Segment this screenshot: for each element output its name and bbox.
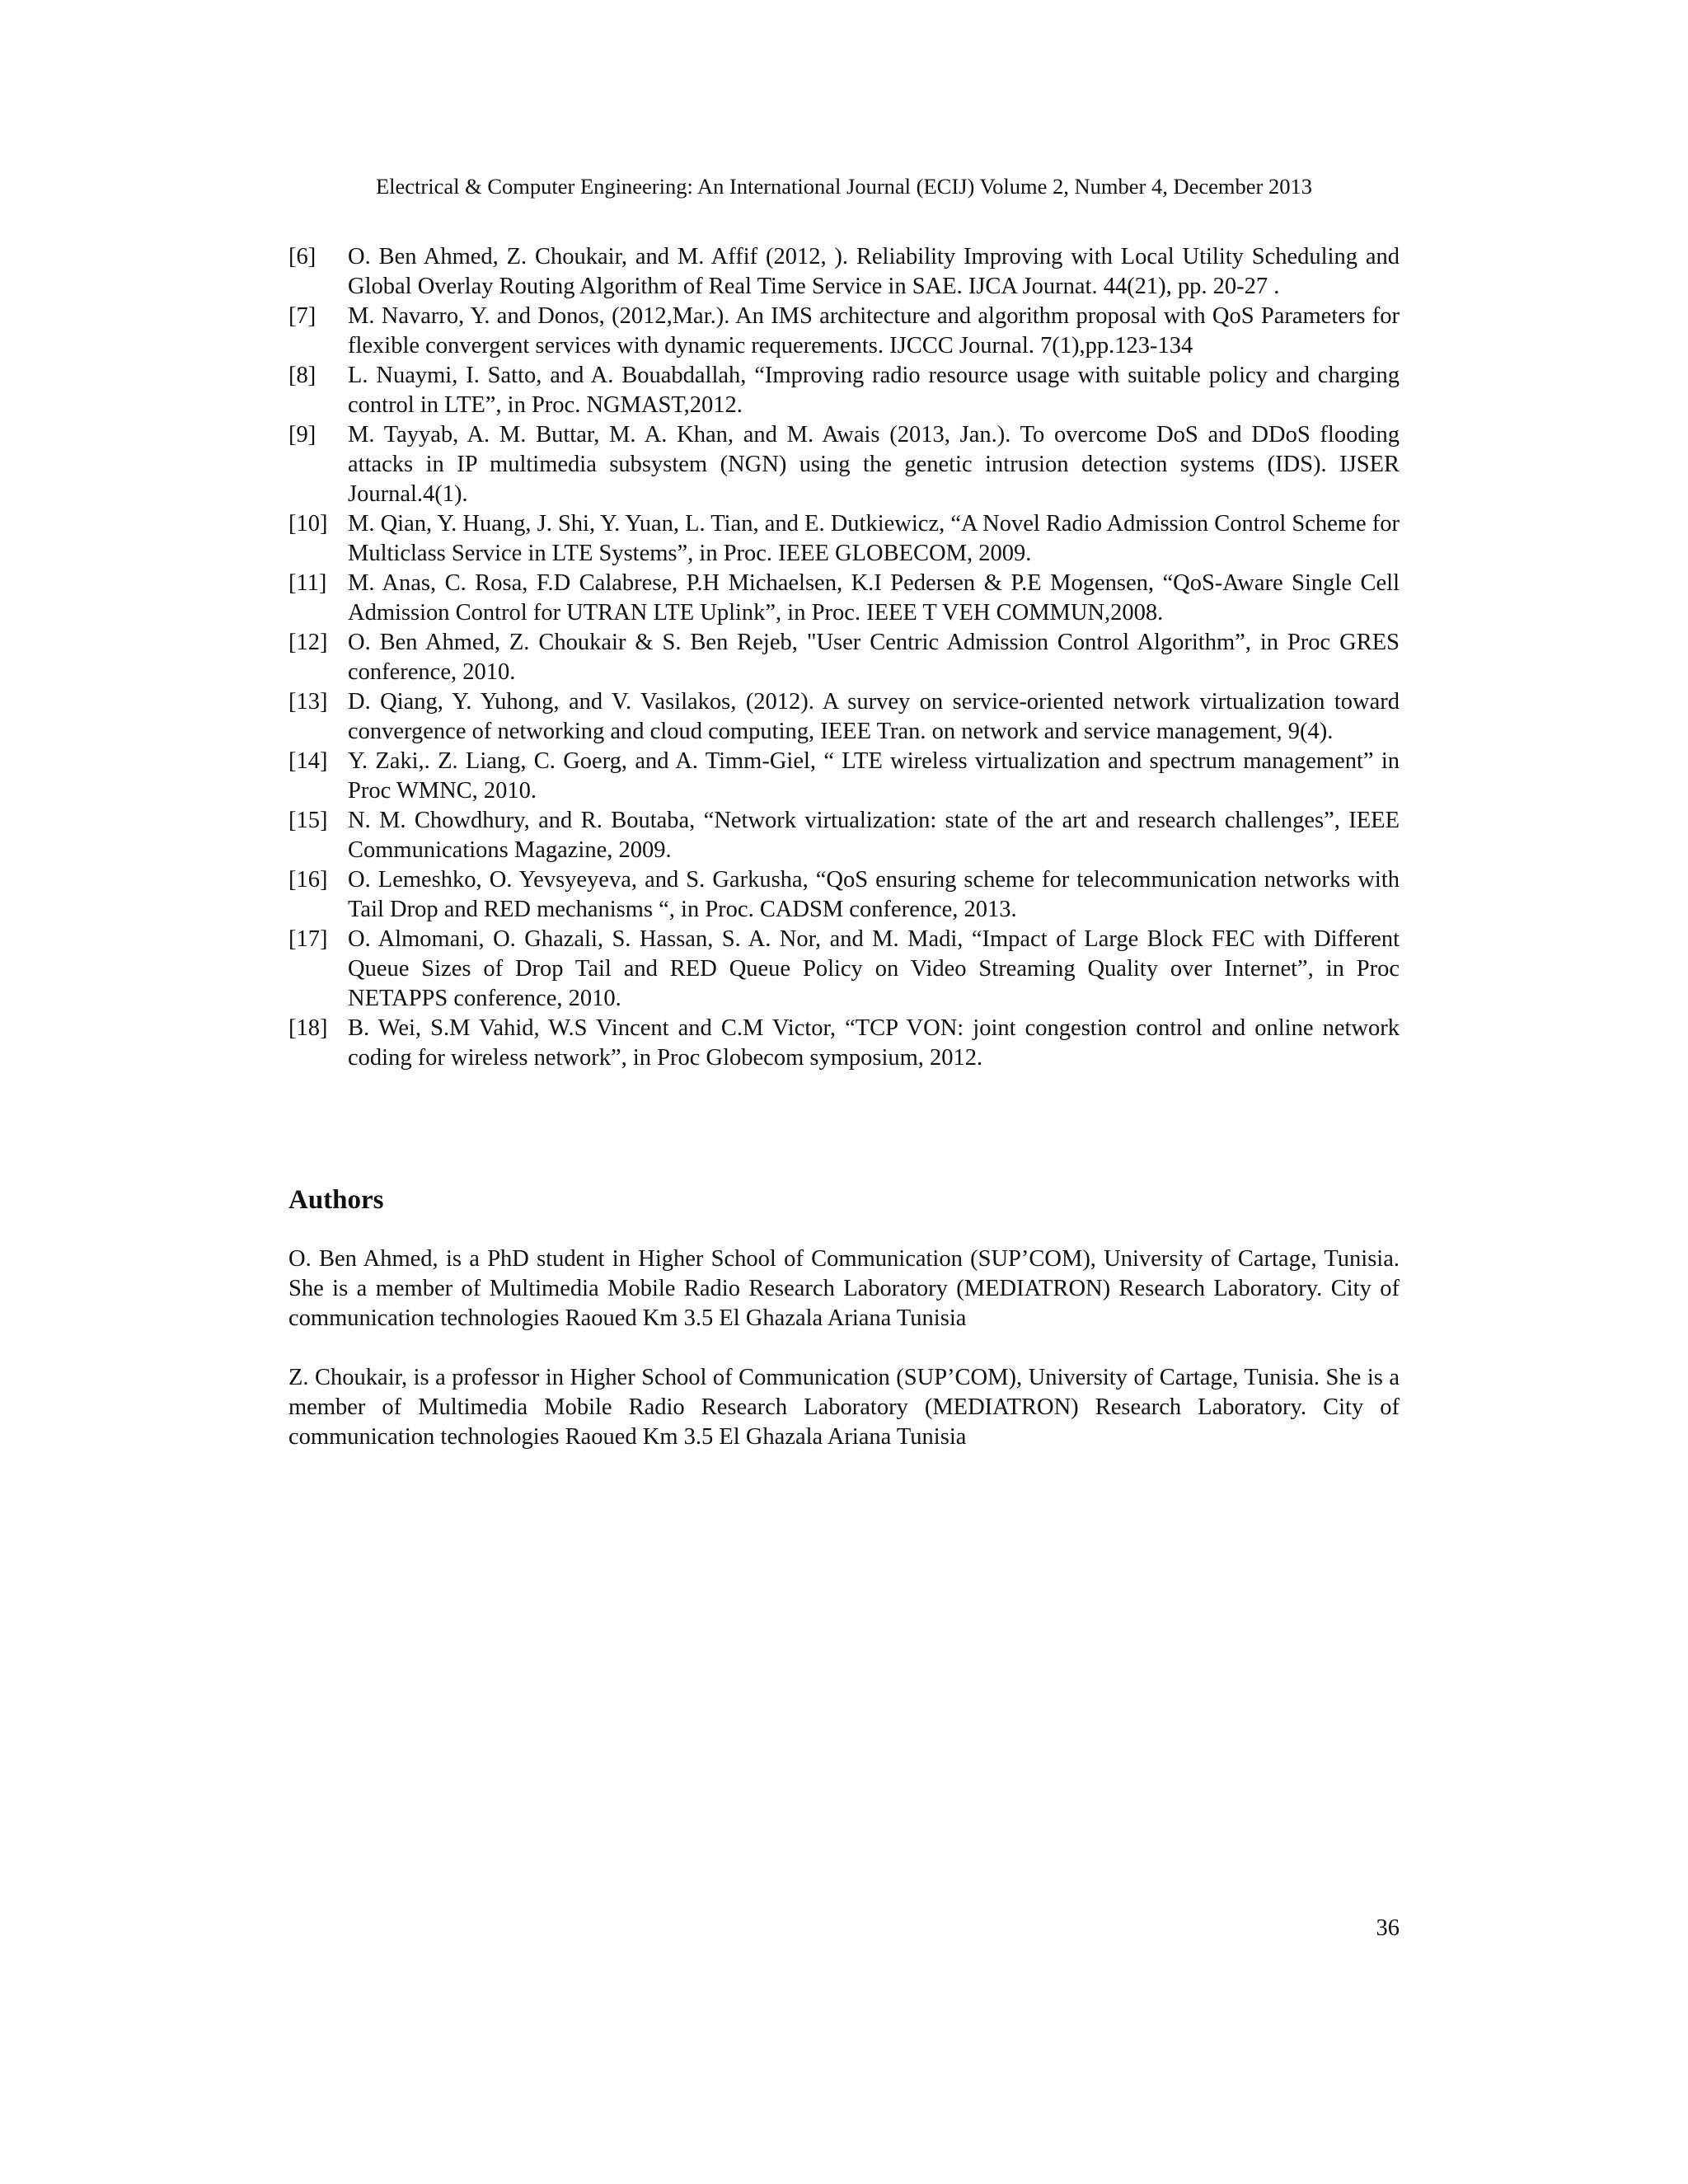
reference-list <box>288 242 1400 1073</box>
reference-text: Y. Zaki,. Z. Liang, C. Goerg, and A. Timm-Giel, “ LTE wireless virtualization and spectrum management” in Proc WMNC, 2010. <box>348 748 1400 804</box>
reference-item <box>288 806 1400 865</box>
reference-number: [9] <box>288 422 316 448</box>
reference-item <box>288 747 1400 806</box>
reference-text: O. Ben Ahmed, Z. Choukair, and M. Affif (2012, ). Reliability Improving with Local Utility Scheduling and Global Overlay Routing Algorithm of Real Time Service in SAE. IJCA Journat. 44(21), pp. 20-27 . <box>348 244 1400 299</box>
reference-text: M. Navarro, Y. and Donos, (2012,Mar.). An IMS architecture and algorithm proposal with QoS Parameters for flexible convergent services with dynamic requerements. IJCCC Journal. 7(1),pp.123-134 <box>348 303 1400 359</box>
reference-item <box>288 628 1400 687</box>
reference-text: L. Nuaymi, I. Satto, and A. Bouabdallah, “Improving radio resource usage with suitable policy and charging control in LTE”, in Proc. NGMAST,2012. <box>348 363 1400 418</box>
author-bio: Z. Choukair, is a professor in Higher School of Communication (SUP’COM), University of Cartage, Tunisia. She is a member of Multimedia Mobile Radio Research Laboratory (MEDIATRON) Research Laboratory. City of communication technologies Raoued Km 3.5 El Ghazala Ariana Tunisia <box>288 1365 1400 1450</box>
reference-number: [15] <box>288 808 328 833</box>
reference-number: [16] <box>288 867 328 893</box>
page-number: 36 <box>1376 1915 1400 1941</box>
reference-text: O. Ben Ahmed, Z. Choukair & S. Ben Rejeb, "User Centric Admission Control Algorithm”, in Proc GRES conference, 2010. <box>348 630 1400 685</box>
reference-item <box>288 569 1400 628</box>
reference-number: [6] <box>288 244 316 269</box>
reference-item <box>288 509 1400 569</box>
reference-item <box>288 1014 1400 1073</box>
reference-number: [14] <box>288 748 328 774</box>
reference-text: O. Lemeshko, O. Yevsyeyeva, and S. Garkusha, “QoS ensuring scheme for telecommunication networks with Tail Drop and RED mechanisms “, in Proc. CADSM conference, 2013. <box>348 867 1400 922</box>
reference-item <box>288 687 1400 747</box>
reference-item <box>288 420 1400 509</box>
reference-text: D. Qiang, Y. Yuhong, and V. Vasilakos, (2012). A survey on service-oriented network virtualization toward convergence of networking and cloud computing, IEEE Tran. on network and service management, 9(4). <box>348 689 1400 744</box>
reference-number: [13] <box>288 689 328 715</box>
reference-text: B. Wei, S.M Vahid, W.S Vincent and C.M Victor, “TCP VON: joint congestion control and online network coding for wireless network”, in Proc Globecom symposium, 2012. <box>348 1015 1400 1071</box>
reference-number: [11] <box>288 570 327 596</box>
reference-number: [10] <box>288 511 328 537</box>
reference-item <box>288 925 1400 1014</box>
author-bio: O. Ben Ahmed, is a PhD student in Higher School of Communication (SUP’COM), University of Cartage, Tunisia. She is a member of Multimedia Mobile Radio Research Laboratory (MEDIATRON) Research Laboratory. City of communication technologies Raoued Km 3.5 El Ghazala Ariana Tunisia <box>288 1246 1400 1331</box>
reference-number: [18] <box>288 1015 328 1041</box>
reference-number: [8] <box>288 363 316 388</box>
reference-number: [7] <box>288 303 316 329</box>
reference-item <box>288 302 1400 361</box>
reference-text: M. Anas, C. Rosa, F.D Calabrese, P.H Michaelsen, K.I Pedersen & P.E Mogensen, “QoS-Aware Single Cell Admission Control for UTRAN LTE Uplink”, in Proc. IEEE T VEH COMMUN,2008. <box>348 570 1400 626</box>
running-header: Electrical & Computer Engineering: An International Journal (ECIJ) Volume 2, Number 4, December 2013 <box>375 174 1313 199</box>
reference-item <box>288 865 1400 925</box>
authors-heading: Authors <box>288 1185 384 1215</box>
reference-item <box>288 361 1400 420</box>
reference-text: M. Qian, Y. Huang, J. Shi, Y. Yuan, L. Tian, and E. Dutkiewicz, “A Novel Radio Admission Control Scheme for Multiclass Service in LTE Systems”, in Proc. IEEE GLOBECOM, 2009. <box>348 511 1400 566</box>
reference-text: N. M. Chowdhury, and R. Boutaba, “Network virtualization: state of the art and research challenges”, IEEE Communications Magazine, 2009. <box>348 808 1400 863</box>
reference-number: [12] <box>288 630 328 655</box>
reference-item <box>288 242 1400 302</box>
reference-number: [17] <box>288 926 328 952</box>
reference-text: M. Tayyab, A. M. Buttar, M. A. Khan, and M. Awais (2013, Jan.). To overcome DoS and DDoS flooding attacks in IP multimedia subsystem (NGN) using the genetic intrusion detection systems (IDS). IJSER Journal.4(1). <box>348 422 1400 507</box>
reference-text: O. Almomani, O. Ghazali, S. Hassan, S. A. Nor, and M. Madi, “Impact of Large Block FEC with Different Queue Sizes of Drop Tail and RED Queue Policy on Video Streaming Quality over Internet”, in Proc NETAPPS conference, 2010. <box>348 926 1400 1011</box>
